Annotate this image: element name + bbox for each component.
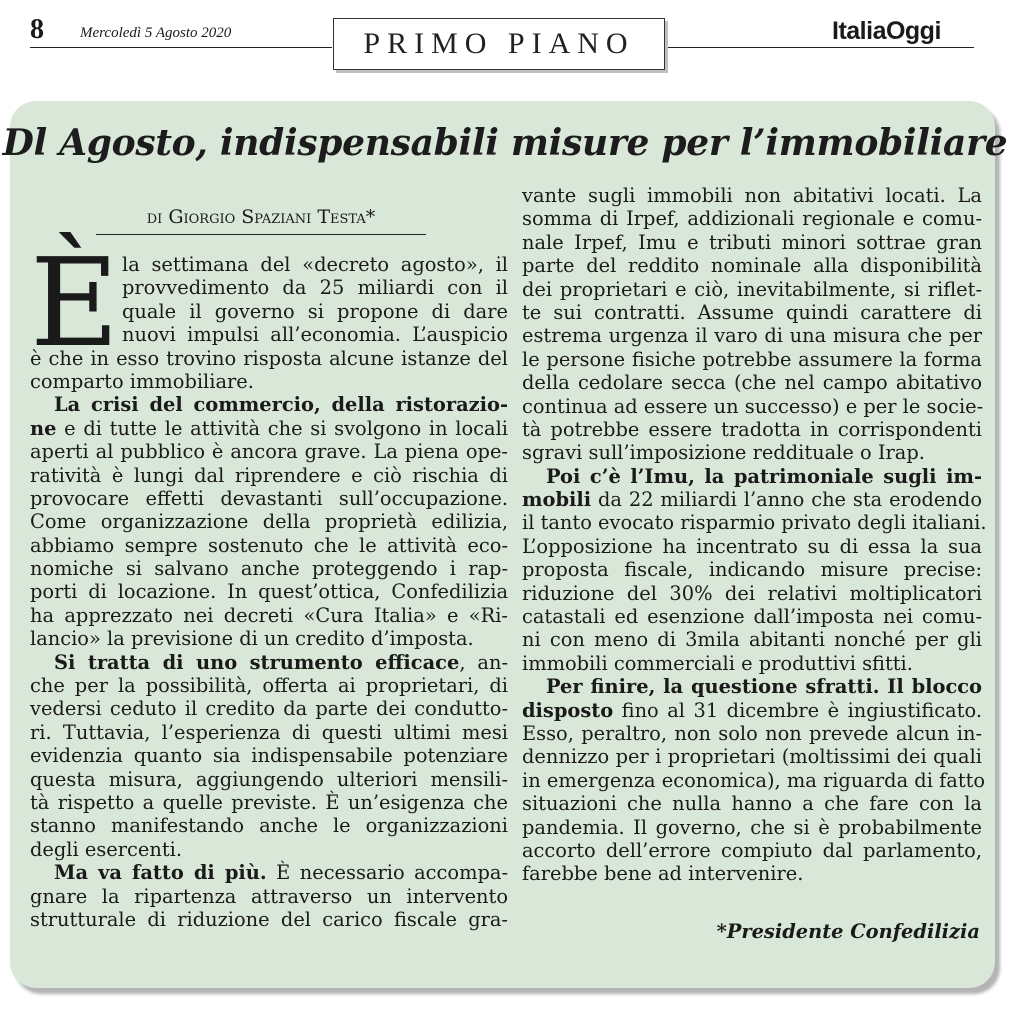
text-line: catastali ed esenzione dall’imposta nei comu- bbox=[522, 605, 982, 629]
lead-text: disposto bbox=[522, 698, 614, 722]
paragraph-lead bbox=[30, 861, 508, 884]
section-title: PRIMO PIANO bbox=[333, 18, 665, 70]
line-rest: e di tutte le attività che si svolgono in locali bbox=[56, 416, 508, 440]
article-headline: Dl Agosto, indispensabili misure per l’immobiliare bbox=[2, 122, 1008, 164]
text-line: estrema urgenza il varo di una misura che per bbox=[522, 324, 982, 348]
article-column-right bbox=[522, 184, 987, 886]
text-line: questa misura, aggiungendo ulteriori mensili- bbox=[30, 767, 508, 791]
paragraph-lead bbox=[30, 651, 508, 674]
lead-text: Ma va fatto di più. bbox=[54, 861, 267, 885]
text-line: situazioni che nulla hanno a che fare con la bbox=[522, 792, 982, 816]
text-line: riduzione del 30% dei relativi moltiplicatori bbox=[522, 581, 982, 605]
text-line: vante sugli immobili non abitativi locati. La bbox=[522, 184, 982, 207]
text-line: nale Irpef, Imu e tributi minori sottrae gran bbox=[522, 230, 982, 254]
header-rule-right bbox=[664, 47, 974, 48]
page-header bbox=[0, 0, 1024, 90]
text-line: Come organizzazione della proprietà edilizia, bbox=[30, 510, 508, 534]
lead-text: mobili bbox=[522, 488, 592, 512]
text-line bbox=[522, 488, 982, 511]
drop-cap: È bbox=[30, 232, 120, 374]
text-line: tà rispetto a quelle previste. È un’esigenza che bbox=[30, 790, 508, 814]
text-line: quale il governo si propone di dare bbox=[122, 299, 508, 323]
text-line: farebbe bene ad intervenire. bbox=[522, 862, 804, 886]
text-line: aperti al pubblico è ancora grave. La piena ope- bbox=[30, 440, 508, 464]
paragraph-lead bbox=[522, 675, 982, 698]
lead-text: La crisi del commercio, della ristorazio- bbox=[54, 393, 508, 417]
text-line: ha apprezzato nei decreti «Cura Italia» e «Ri- bbox=[30, 603, 508, 627]
text-line: dennizzo per i proprietari (moltissimi dei quali bbox=[522, 745, 982, 769]
text-line: te sui contratti. Assume quindi carattere di bbox=[522, 300, 982, 324]
text-line: ratività è lungi dal riprendere e ciò rischia di bbox=[30, 463, 508, 487]
header-rule-left bbox=[30, 47, 332, 48]
text-line: nuovi impulsi all’economia. L’auspicio bbox=[122, 323, 508, 347]
text-line: porti di locazione. In quest’ottica, Confedilizia bbox=[30, 580, 508, 604]
lead-text: Si tratta di uno strumento efficace bbox=[54, 650, 460, 674]
text-line: evidenzia quanto sia indispensabile potenziare bbox=[30, 744, 508, 768]
text-line: immobili commerciali e produttivi sfitti. bbox=[522, 651, 913, 675]
text-line: parte del reddito nominale alla disponibilità bbox=[522, 254, 982, 278]
text-line: pandemia. Il governo, che si è probabilmente bbox=[522, 815, 982, 839]
text-line: continua ad essere un successo) e per le socie- bbox=[522, 394, 984, 418]
publication-date: Mercoledì 5 Agosto 2020 bbox=[80, 25, 232, 41]
text-line: sgravi sull’imposizione reddituale o Irap. bbox=[522, 441, 925, 465]
text-line: tà potrebbe essere tradotta in corrispondenti bbox=[522, 417, 982, 441]
page-number: 8 bbox=[30, 14, 44, 45]
text-line: la settimana del «decreto agosto», il bbox=[122, 253, 508, 276]
text-line: dei proprietari e ciò, inevitabilmente, si riflet- bbox=[522, 277, 982, 301]
lead-text: Per finire, la questione sfratti. Il blocco bbox=[546, 675, 982, 699]
text-line: abbiamo sempre sostenuto che le attività eco- bbox=[30, 533, 508, 557]
article-column-left bbox=[30, 253, 508, 931]
line-rest: da 22 miliardi l’anno che sta erodendo bbox=[591, 488, 982, 512]
text-line: nomiche si salvano anche proteggendo i rap- bbox=[30, 557, 508, 581]
line-rest: È necessario accompa- bbox=[266, 861, 508, 885]
text-line: accorto dell’errore compiuto dal parlamento, bbox=[522, 838, 982, 862]
byline-rule bbox=[96, 234, 426, 235]
text-line bbox=[30, 417, 508, 440]
text-line: stanno manifestando anche le organizzazioni bbox=[30, 814, 508, 838]
publication-logo: ItaliaOggi bbox=[832, 17, 941, 45]
text-line: della cedolare secca (che nel campo abitativo bbox=[522, 371, 982, 395]
paragraph-lead bbox=[30, 393, 508, 416]
text-line: comparto immobiliare. bbox=[30, 369, 254, 393]
text-line: somma di Irpef, addizionali regionale e comu- bbox=[522, 207, 982, 231]
text-line: proposta fiscale, indicando misure precise: bbox=[522, 558, 982, 582]
paragraph-lead bbox=[522, 465, 982, 488]
text-line: strutturale di riduzione del carico fiscale gra- bbox=[30, 907, 508, 931]
line-rest: , an- bbox=[459, 650, 508, 674]
text-line: provvedimento da 25 miliardi con il bbox=[122, 276, 508, 300]
article-byline: di Giorgio Spaziani Testa* bbox=[146, 206, 376, 228]
text-line: che per la possibilità, offerta ai proprietari, di bbox=[30, 674, 508, 698]
text-line: in emergenza economica), ma riguarda di fatto bbox=[522, 768, 986, 792]
line-rest: fino al 31 dicembre è ingiustificato. bbox=[613, 698, 982, 722]
text-line: le persone fisiche potrebbe assumere la forma bbox=[522, 347, 982, 371]
text-line: provocare effetti devastanti sull’occupazione. bbox=[30, 486, 508, 510]
text-line: vedersi ceduto il credito da parte dei condutto- bbox=[30, 697, 508, 721]
text-line: L’opposizione ha incentrato su di essa la sua bbox=[522, 534, 982, 558]
text-line: il tanto evocato risparmio privato degli italiani. bbox=[522, 511, 987, 535]
text-line: degli esercenti. bbox=[30, 837, 183, 861]
text-line: Esso, peraltro, non solo non prevede alcun in- bbox=[522, 721, 982, 745]
text-line: ri. Tuttavia, l’esperienza di questi ultimi mesi bbox=[30, 720, 508, 744]
text-line: lancio» la previsione di un credito d’imposta. bbox=[30, 627, 474, 651]
text-line: gnare la ripartenza attraverso un intervento bbox=[30, 884, 508, 908]
lead-text: ne bbox=[30, 416, 57, 440]
lead-text: Poi c’è l’Imu, la patrimoniale sugli im- bbox=[546, 464, 982, 488]
text-line: ni con meno di 3mila abitanti nonché per gli bbox=[522, 628, 982, 652]
text-line bbox=[522, 699, 982, 722]
text-line: è che in esso trovino risposta alcune istanze del bbox=[30, 346, 508, 370]
author-signature: *Presidente Confedilizia bbox=[716, 920, 980, 943]
